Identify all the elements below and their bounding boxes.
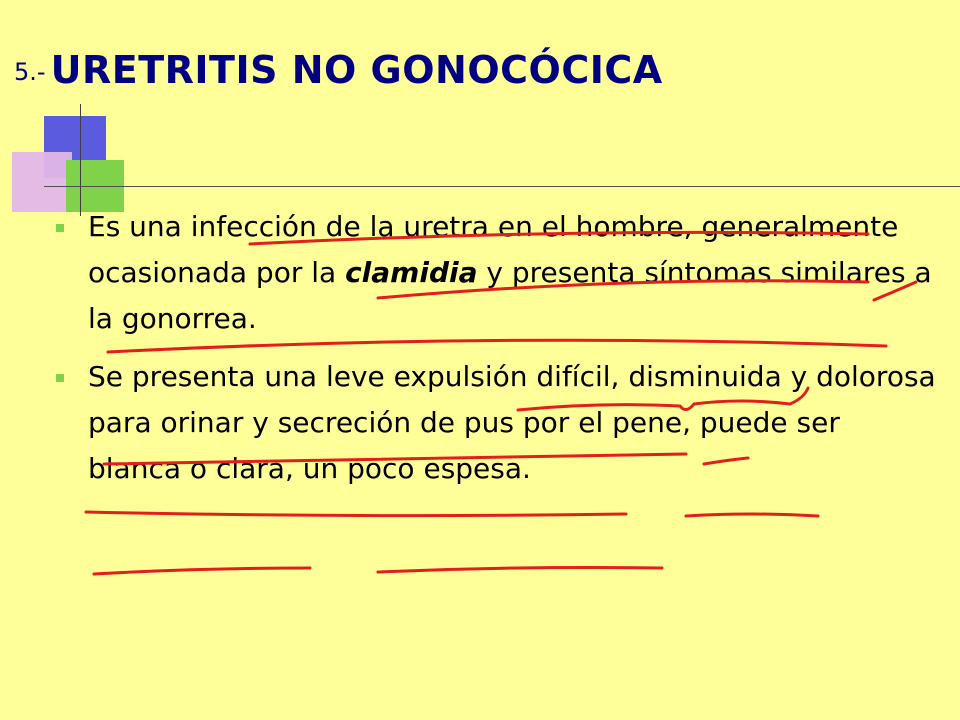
square-bullet-icon bbox=[56, 224, 64, 232]
decorative-vertical-line bbox=[80, 104, 81, 216]
ink-underline bbox=[86, 512, 626, 516]
ink-underline bbox=[94, 568, 310, 574]
bullet-1-text-before: Es una infección de la uretra en el hombre, generalmente ocasionada por la bbox=[88, 210, 899, 289]
bullet-list bbox=[88, 204, 938, 504]
slide-title bbox=[14, 48, 663, 92]
bullet-2-text: Se presenta una leve expulsión difícil, disminuida y dolorosa para orinar y secreción de pus por el pene, puede ser blanca o clara, un poco espesa. bbox=[88, 360, 936, 485]
decorative-pink-square bbox=[12, 152, 72, 212]
bullet-item-2 bbox=[88, 354, 938, 492]
square-bullet-icon bbox=[56, 374, 64, 382]
bullet-1-emphasis: clamidia bbox=[345, 256, 478, 289]
bullet-1-text-after: y presenta síntomas similares a la gonorrea. bbox=[88, 256, 932, 335]
title-number: 5.- bbox=[14, 58, 46, 86]
title-text: URETRITIS NO GONOCÓCICA bbox=[50, 48, 663, 92]
decorative-horizontal-line bbox=[44, 186, 960, 187]
bullet-item-1 bbox=[88, 204, 938, 342]
ink-underline bbox=[378, 568, 662, 573]
ink-underline bbox=[686, 514, 818, 516]
